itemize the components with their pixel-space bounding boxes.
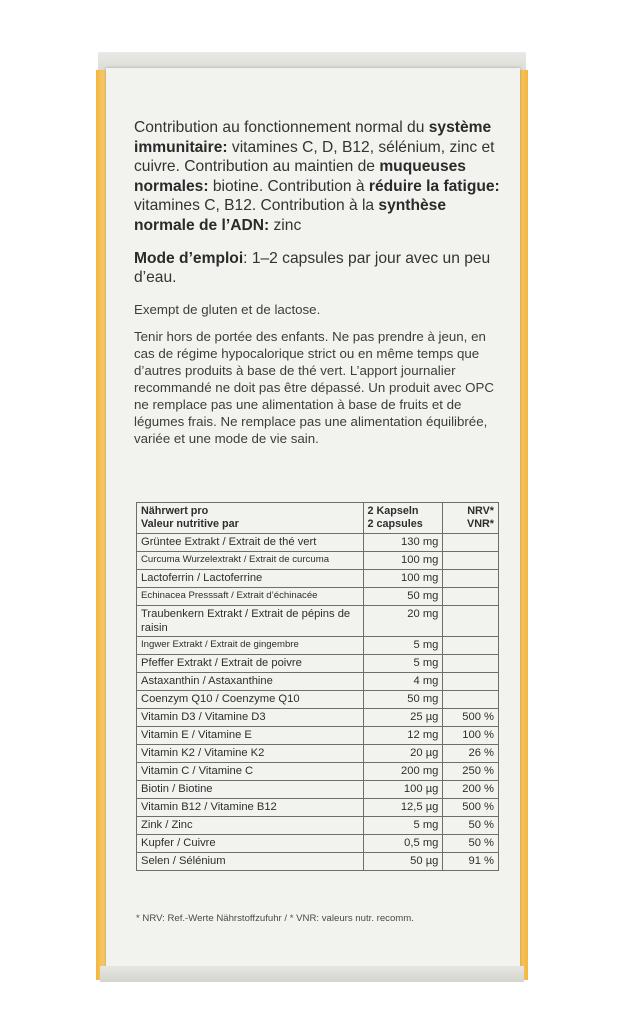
nutrient-nrv: 91 % — [443, 853, 499, 871]
nutrient-name: Traubenkern Extrakt / Extrait de pépins de raisin — [137, 606, 364, 637]
nutrient-name: Ingwer Extrakt / Extrait de gingembre — [137, 637, 364, 655]
nutrient-name: Vitamin B12 / Vitamine B12 — [137, 799, 364, 817]
table-row — [137, 552, 499, 570]
table-row — [137, 763, 499, 781]
nutrient-nrv: 500 % — [443, 799, 499, 817]
nutrient-nrv: 100 % — [443, 727, 499, 745]
table-row — [137, 781, 499, 799]
nutrient-nrv — [443, 552, 499, 570]
nutrient-name: Vitamin E / Vitamine E — [137, 727, 364, 745]
header-amount — [363, 503, 443, 534]
table-row — [137, 799, 499, 817]
header-amount-fr: 2 capsules — [367, 518, 423, 530]
nutrient-amount: 200 mg — [363, 763, 443, 781]
header-nrv-fr: VNR* — [467, 518, 494, 530]
claim-bold: réduire la fatigue: — [368, 177, 500, 195]
nutrient-name: Echinacea Presssaft / Extrait d’échinacée — [137, 588, 364, 606]
claim-text: zinc — [269, 216, 302, 234]
nutrient-name: Zink / Zinc — [137, 817, 364, 835]
nutrient-name: Biotin / Biotine — [137, 781, 364, 799]
label-text — [134, 118, 506, 457]
nutrition-table — [136, 502, 499, 871]
usage-instructions — [134, 249, 506, 288]
nutrient-nrv — [443, 673, 499, 691]
nutrient-nrv: 50 % — [443, 835, 499, 853]
nutrient-name: Pfeffer Extrakt / Extrait de poivre — [137, 655, 364, 673]
table-row — [137, 817, 499, 835]
nutrient-amount: 5 mg — [363, 817, 443, 835]
nutrient-amount: 50 µg — [363, 853, 443, 871]
nutrient-amount: 100 µg — [363, 781, 443, 799]
nutrient-name: Coenzym Q10 / Coenzyme Q10 — [137, 691, 364, 709]
nutrient-name: Vitamin K2 / Vitamine K2 — [137, 745, 364, 763]
nutrient-name: Curcuma Wurzelextrakt / Extrait de curcuma — [137, 552, 364, 570]
table-row — [137, 655, 499, 673]
nutrient-amount: 5 mg — [363, 637, 443, 655]
footnote: * NRV: Ref.-Werte Nährstoffzufuhr / * VNR: valeurs nutr. recomm. — [136, 913, 414, 924]
table-row — [137, 835, 499, 853]
table-row — [137, 570, 499, 588]
usage-label: Mode d’emploi — [134, 249, 244, 267]
nutrient-amount: 100 mg — [363, 552, 443, 570]
header-amount-de: 2 Kapseln — [367, 505, 419, 517]
nutrient-amount: 20 µg — [363, 745, 443, 763]
nutrient-nrv: 500 % — [443, 709, 499, 727]
nutrient-amount: 130 mg — [363, 534, 443, 552]
table-body — [137, 534, 499, 871]
nutrient-nrv — [443, 588, 499, 606]
nutrient-nrv — [443, 691, 499, 709]
nutrient-nrv — [443, 534, 499, 552]
header-nrv-de: NRV* — [467, 505, 494, 517]
table-row — [137, 727, 499, 745]
table-row — [137, 606, 499, 637]
health-claims — [134, 118, 506, 236]
nutrient-name: Grüntee Extrakt / Extrait de thé vert — [137, 534, 364, 552]
claim-text: Contribution au fonctionnement normal du — [134, 119, 429, 136]
table-row — [137, 673, 499, 691]
claim-text: vitamines C, B12. Contribution à la — [134, 197, 379, 215]
table-row — [137, 745, 499, 763]
nutrient-amount: 5 mg — [363, 655, 443, 673]
header-nutrient — [137, 503, 364, 534]
table-row — [137, 534, 499, 552]
nutrient-amount: 12 mg — [363, 727, 443, 745]
nutrient-nrv — [443, 637, 499, 655]
table-row — [137, 709, 499, 727]
nutrient-amount: 100 mg — [363, 570, 443, 588]
usage-text: : 1–2 capsules par jour avec un peu d’eau. — [134, 249, 491, 287]
box-bottom-flap — [100, 966, 524, 982]
header-nutrient-de: Nährwert pro — [141, 505, 209, 517]
nutrient-nrv: 250 % — [443, 763, 499, 781]
nutrient-amount: 0,5 mg — [363, 835, 443, 853]
nutrient-nrv: 50 % — [443, 817, 499, 835]
nutrient-amount: 4 mg — [363, 673, 443, 691]
table-row — [137, 588, 499, 606]
claim-text: vitamines C, D, B12, sélénium, zinc et cuivre. Contribution au maintien de — [134, 138, 495, 176]
nutrient-nrv: 26 % — [443, 745, 499, 763]
nutrient-nrv — [443, 570, 499, 588]
nutrient-amount: 25 µg — [363, 709, 443, 727]
nutrient-name: Selen / Sélénium — [137, 853, 364, 871]
nutrient-amount: 50 mg — [363, 588, 443, 606]
nutrient-amount: 50 mg — [363, 691, 443, 709]
claim-bold: muqueuses normales: — [134, 158, 466, 195]
table-row — [137, 853, 499, 871]
table-header — [137, 503, 499, 534]
nutrient-nrv: 200 % — [443, 781, 499, 799]
nutrient-amount: 12,5 µg — [363, 799, 443, 817]
table-row — [137, 691, 499, 709]
claim-bold: synthèse normale de l’ADN: — [134, 197, 447, 234]
claim-bold: système immunitaire: — [134, 119, 492, 156]
nutrient-amount: 20 mg — [363, 606, 443, 637]
nutrient-name: Vitamin C / Vitamine C — [137, 763, 364, 781]
nutrient-name: Lactoferrin / Lactoferrine — [137, 570, 364, 588]
nutrient-nrv — [443, 606, 499, 637]
gluten-statement: Exempt de gluten et de lactose. — [134, 301, 321, 317]
nutrient-name: Astaxanthin / Astaxanthine — [137, 673, 364, 691]
nutrient-name: Vitamin D3 / Vitamine D3 — [137, 709, 364, 727]
warning-text: Tenir hors de portée des enfants. Ne pas prendre à jeun, en cas de régime hypocalorique strict ou en même temps que d’autres produits à base de thé vert. L’apport journalier recommandé ne doit pas être dépassé. Un produit avec OPC ne remplace pas une alimentation à base de fruits et de légumes frais. Ne remplace pas une alimentation équilibrée, variée et une mode de vie sain. — [134, 328, 494, 446]
table-row — [137, 637, 499, 655]
header-nrv — [443, 503, 499, 534]
nutrient-name: Kupfer / Cuivre — [137, 835, 364, 853]
claim-text: biotine. Contribution à — [208, 177, 369, 195]
nutrient-nrv — [443, 655, 499, 673]
header-nutrient-fr: Valeur nutritive par — [141, 518, 239, 530]
